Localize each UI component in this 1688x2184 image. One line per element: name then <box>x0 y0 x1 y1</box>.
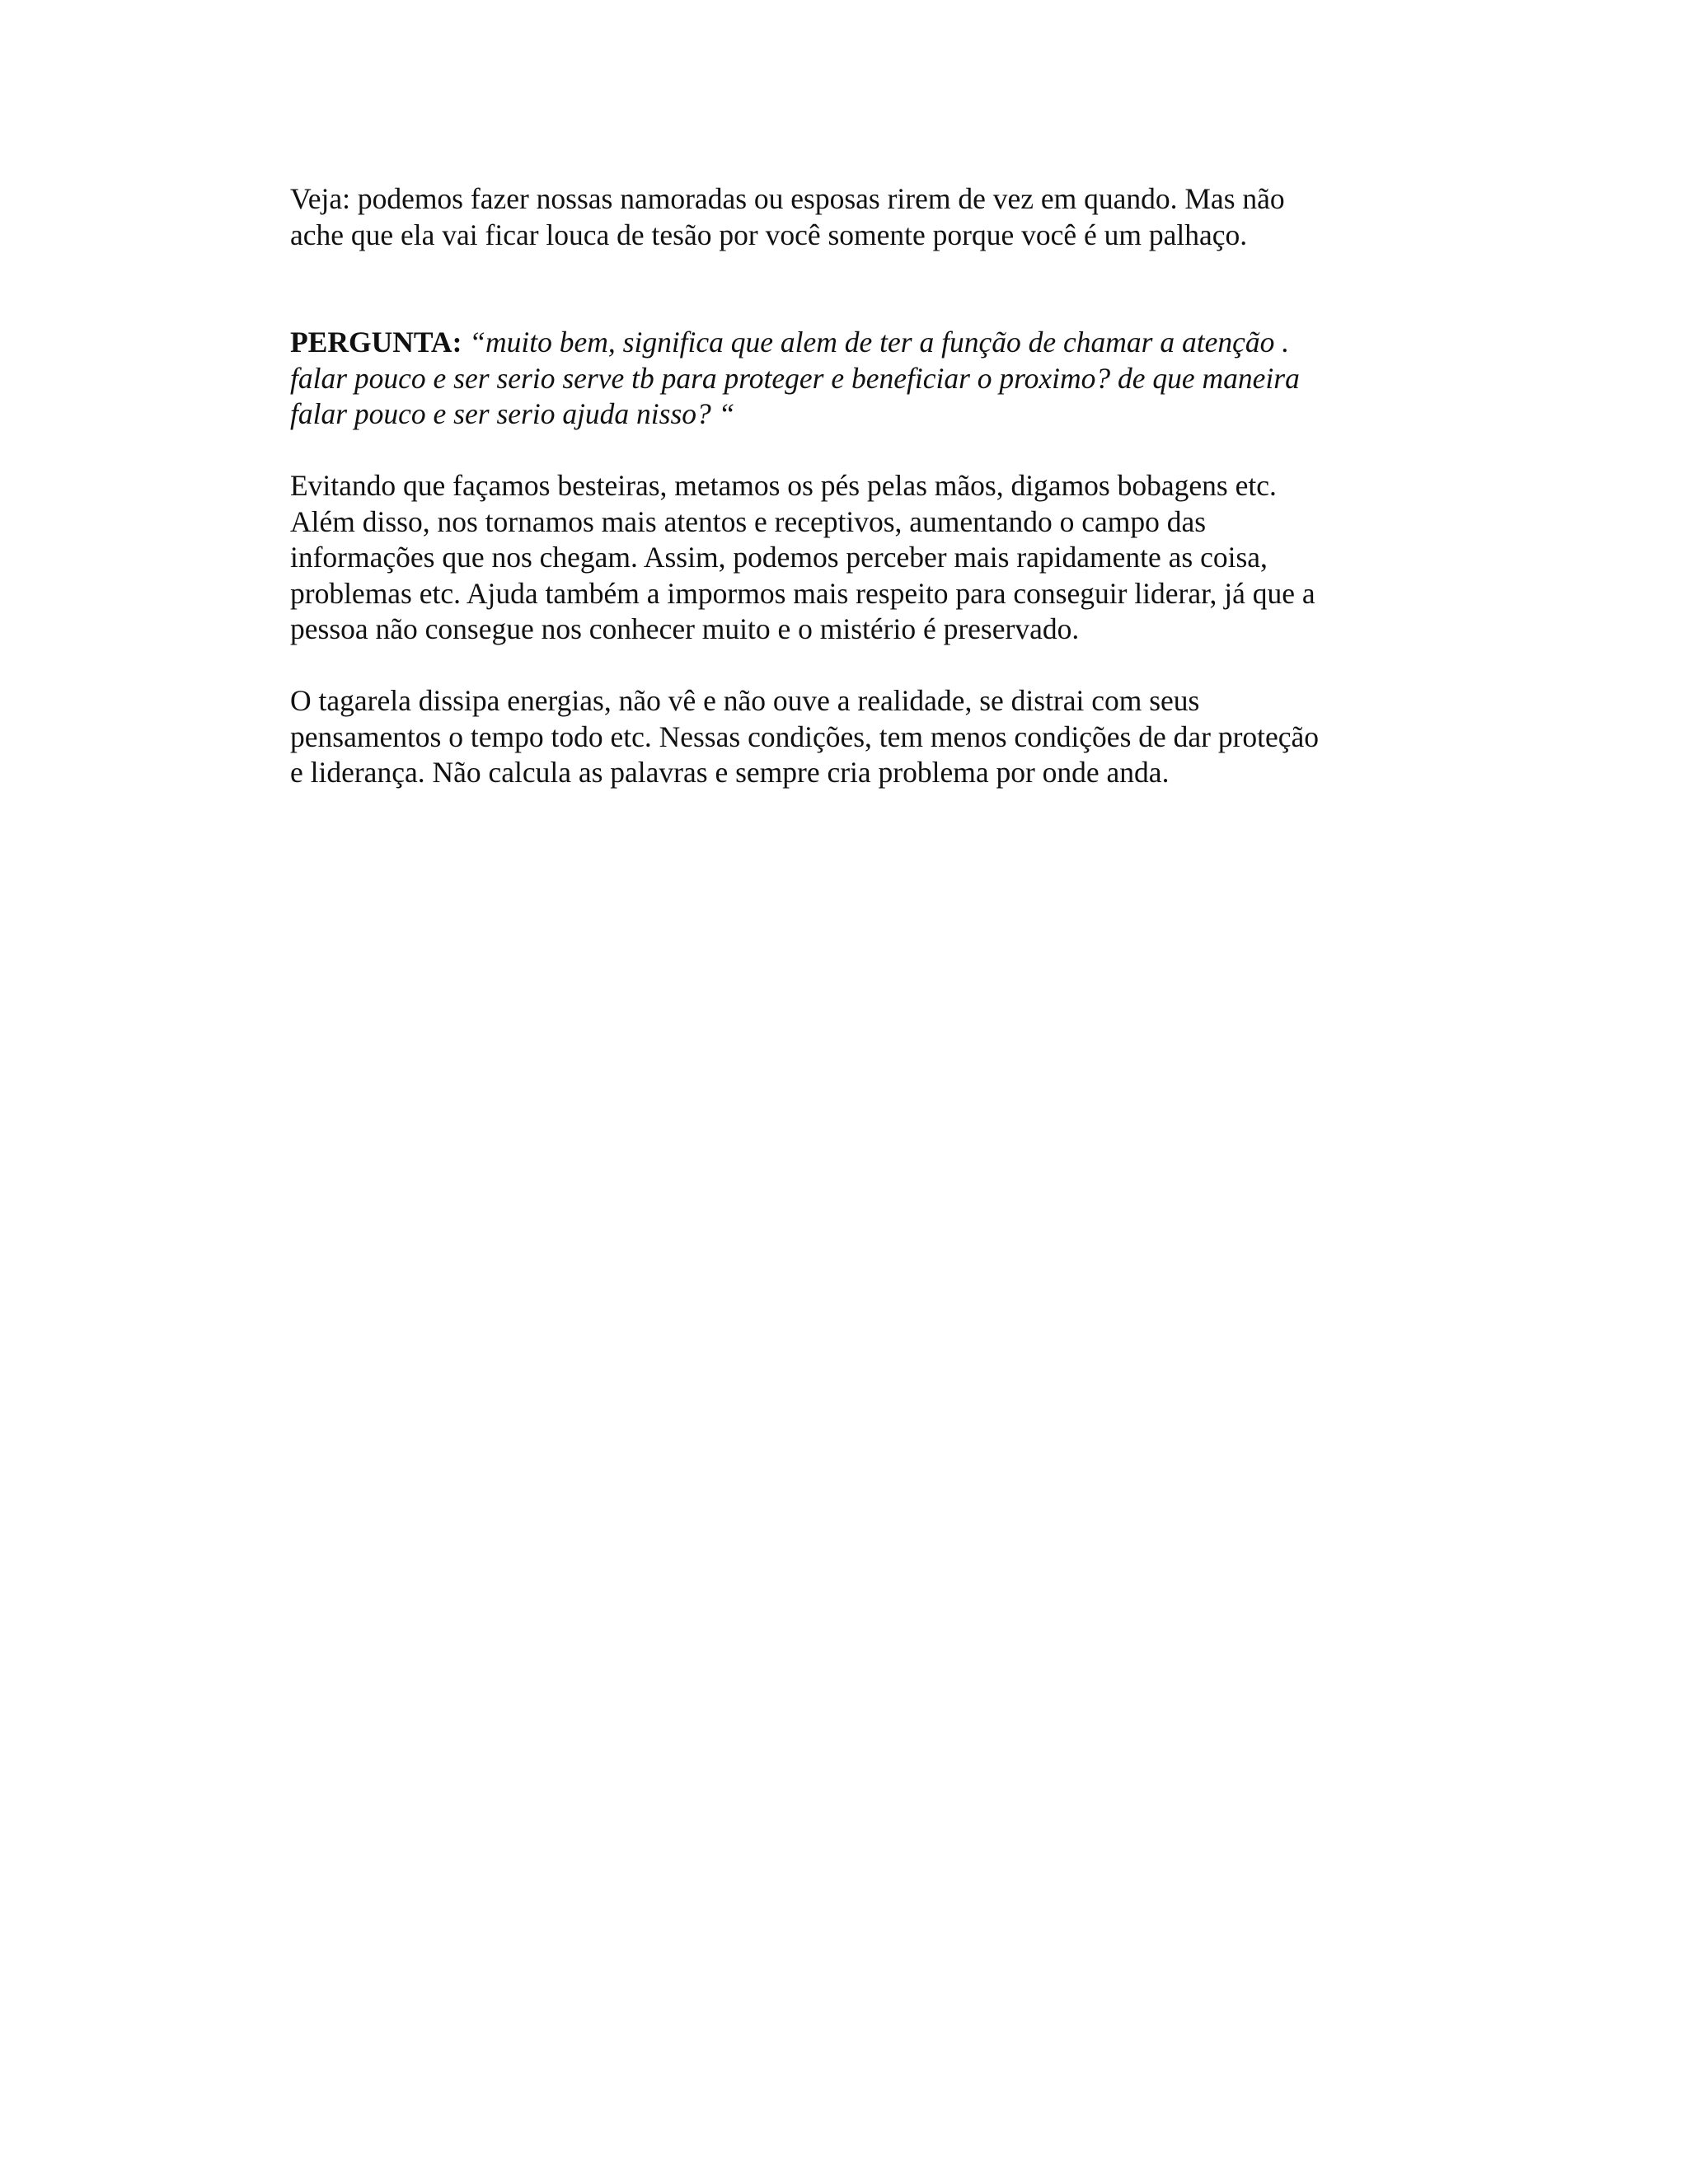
text-line: informações que nos chegam. Assim, podemos perceber mais rapidamente as coisa, <box>290 541 1268 574</box>
text-line: O tagarela dissipa energias, não vê e não ouve a realidade, se distrai com seus <box>290 684 1200 717</box>
paragraph-answer <box>290 468 1395 648</box>
question-block <box>290 325 1395 433</box>
text-line: Veja: podemos fazer nossas namoradas ou esposas rirem de vez em quando. Mas não <box>290 182 1285 215</box>
document-body <box>290 181 1395 791</box>
text-line: Além disso, nos tornamos mais atentos e receptivos, aumentando o campo das <box>290 504 1207 538</box>
paragraph-spacer <box>290 253 1395 325</box>
question-first-line <box>290 325 1395 361</box>
question-text-line: falar pouco e ser serio ajuda nisso? “ <box>290 397 735 430</box>
question-text-line: falar pouco e ser serio serve tb para proteger e beneficiar o proximo? de que maneira <box>290 361 1300 395</box>
text-line: pensamentos o tempo todo etc. Nessas condições, tem menos condições de dar proteção <box>290 719 1320 753</box>
text-line: Evitando que façamos besteiras, metamos os pés pelas mãos, digamos bobagens etc. <box>290 469 1277 502</box>
text-line: problemas etc. Ajuda também a impormos mais respeito para conseguir liderar, já que a <box>290 576 1315 610</box>
paragraph-spacer <box>290 433 1395 469</box>
text-line: ache que ela vai ficar louca de tesão por você somente porque você é um palhaço. <box>290 218 1248 251</box>
text-line: e liderança. Não calcula as palavras e sempre cria problema por onde anda. <box>290 756 1170 789</box>
paragraph-spacer <box>290 648 1395 684</box>
text-line: pessoa não consegue nos conhecer muito e o mistério é preservado. <box>290 612 1080 645</box>
paragraph-conclusion <box>290 683 1395 791</box>
question-label: PERGUNTA: <box>290 326 462 359</box>
question-text: “muito bem, significa que alem de ter a função de chamar a atenção . <box>469 326 1290 359</box>
paragraph-intro <box>290 181 1395 253</box>
